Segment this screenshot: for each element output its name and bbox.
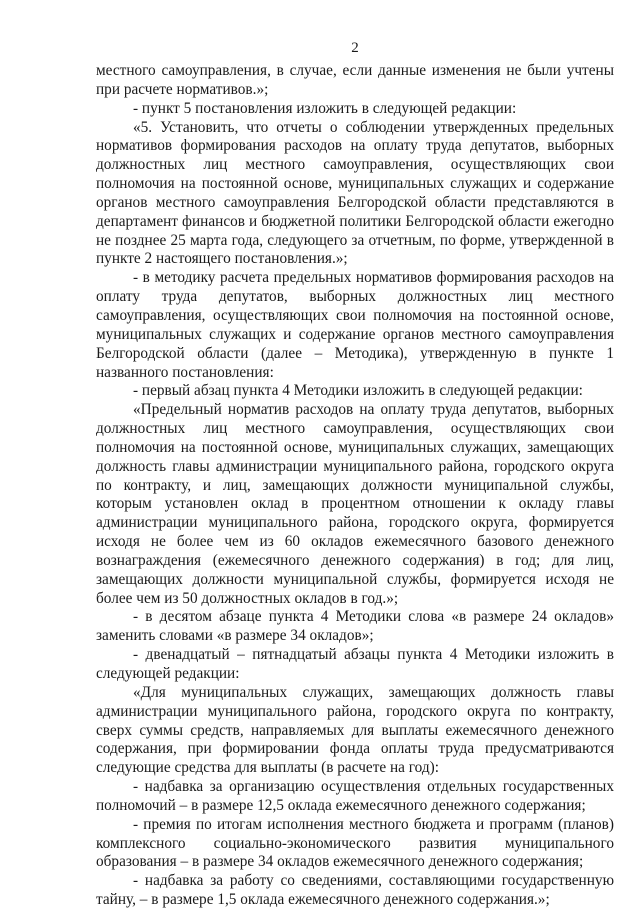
paragraph-2: - пункт 5 постановления изложить в следующей редакции:	[133, 99, 517, 117]
paragraph-6: «Предельный норматив расходов на оплату труда депутатов, выборных должностных лиц местного самоуправления, осуществляющих свои полномочия на постоянной основе, муниципальных служащих, замещающих должность главы администрации муниципального района, городского округа по контракту, и лиц, замещающих должности муниципальной службы, которым установлен оклад в процентном отношении к окладу главы администрации муниципального района, городского округа, формируется исходя не более чем из 60 окладов ежемесячного базового денежного вознаграждения (ежемесячного денежного содержания) в год; для лиц, замещающих должности муниципальной службы, формируется исходя не более чем из 50 должностных окладов в год.»;	[96, 401, 614, 607]
paragraph-5: - первый абзац пункта 4 Методики изложить в следующей редакции:	[133, 382, 583, 400]
paragraph-4: - в методику расчета предельных нормативов формирования расходов на оплату труда депутатов, выборных должностных лиц местного самоуправления, осуществляющих свои полномочия на постоянной основе, муниципальных служащих и содержание органов местного самоуправления Белгородской области (далее – Методика), утвержденную в пункте 1 названного постановления:	[96, 269, 614, 381]
page-number: 2	[351, 40, 359, 56]
paragraph-7: - в десятом абзаце пункта 4 Методики слова «в размере 24 окладов» заменить словами «в размере 34 окладов»;	[96, 608, 614, 645]
paragraph-8: - двенадцатый – пятнадцатый абзацы пункта 4 Методики изложить в следующей редакции:	[96, 646, 614, 682]
paragraph-9: «Для муниципальных служащих, замещающих должность главы администрации муниципального района, городского округа по контракту, сверх суммы средств, направляемых для выплаты ежемесячного денежного содержания, при формировании фонда оплаты труда предусматриваются следующие средства для выплаты (в расчете на год):	[96, 683, 614, 777]
paragraph-3: «5. Установить, что отчеты о соблюдении утвержденных предельных нормативов формирования расходов на оплату труда депутатов, выборных должностных лиц местного самоуправления, осуществляющих свои полномочия на постоянной основе, муниципальных служащих и содержание органов местного самоуправления Белгородской области представляются в департамент финансов и бюджетной политики Белгородской области ежегодно не позднее 25 марта года, следующего за отчетным, по форме, утвержденной в пункте 2 настоящего постановления.»;	[96, 118, 614, 268]
paragraph-11: - премия по итогам исполнения местного бюджета и программ (планов) комплексного социально-экономического развития муниципального образования – в размере 34 окладов ежемесячного денежного содержания;	[96, 815, 614, 871]
paragraph-1: местного самоуправления, в случае, если данные изменения не были учтены при расчете нормативов.»;	[96, 62, 614, 98]
document-page	[96, 38, 614, 909]
paragraph-12: - надбавка за работу со сведениями, составляющими государственную тайну, – в размере 1,5 оклада ежемесячного денежного содержания.»;	[96, 872, 614, 909]
paragraph-10: - надбавка за организацию осуществления отдельных государственных полномочий – в размере 12,5 оклада ежемесячного денежного содержания;	[96, 778, 614, 814]
